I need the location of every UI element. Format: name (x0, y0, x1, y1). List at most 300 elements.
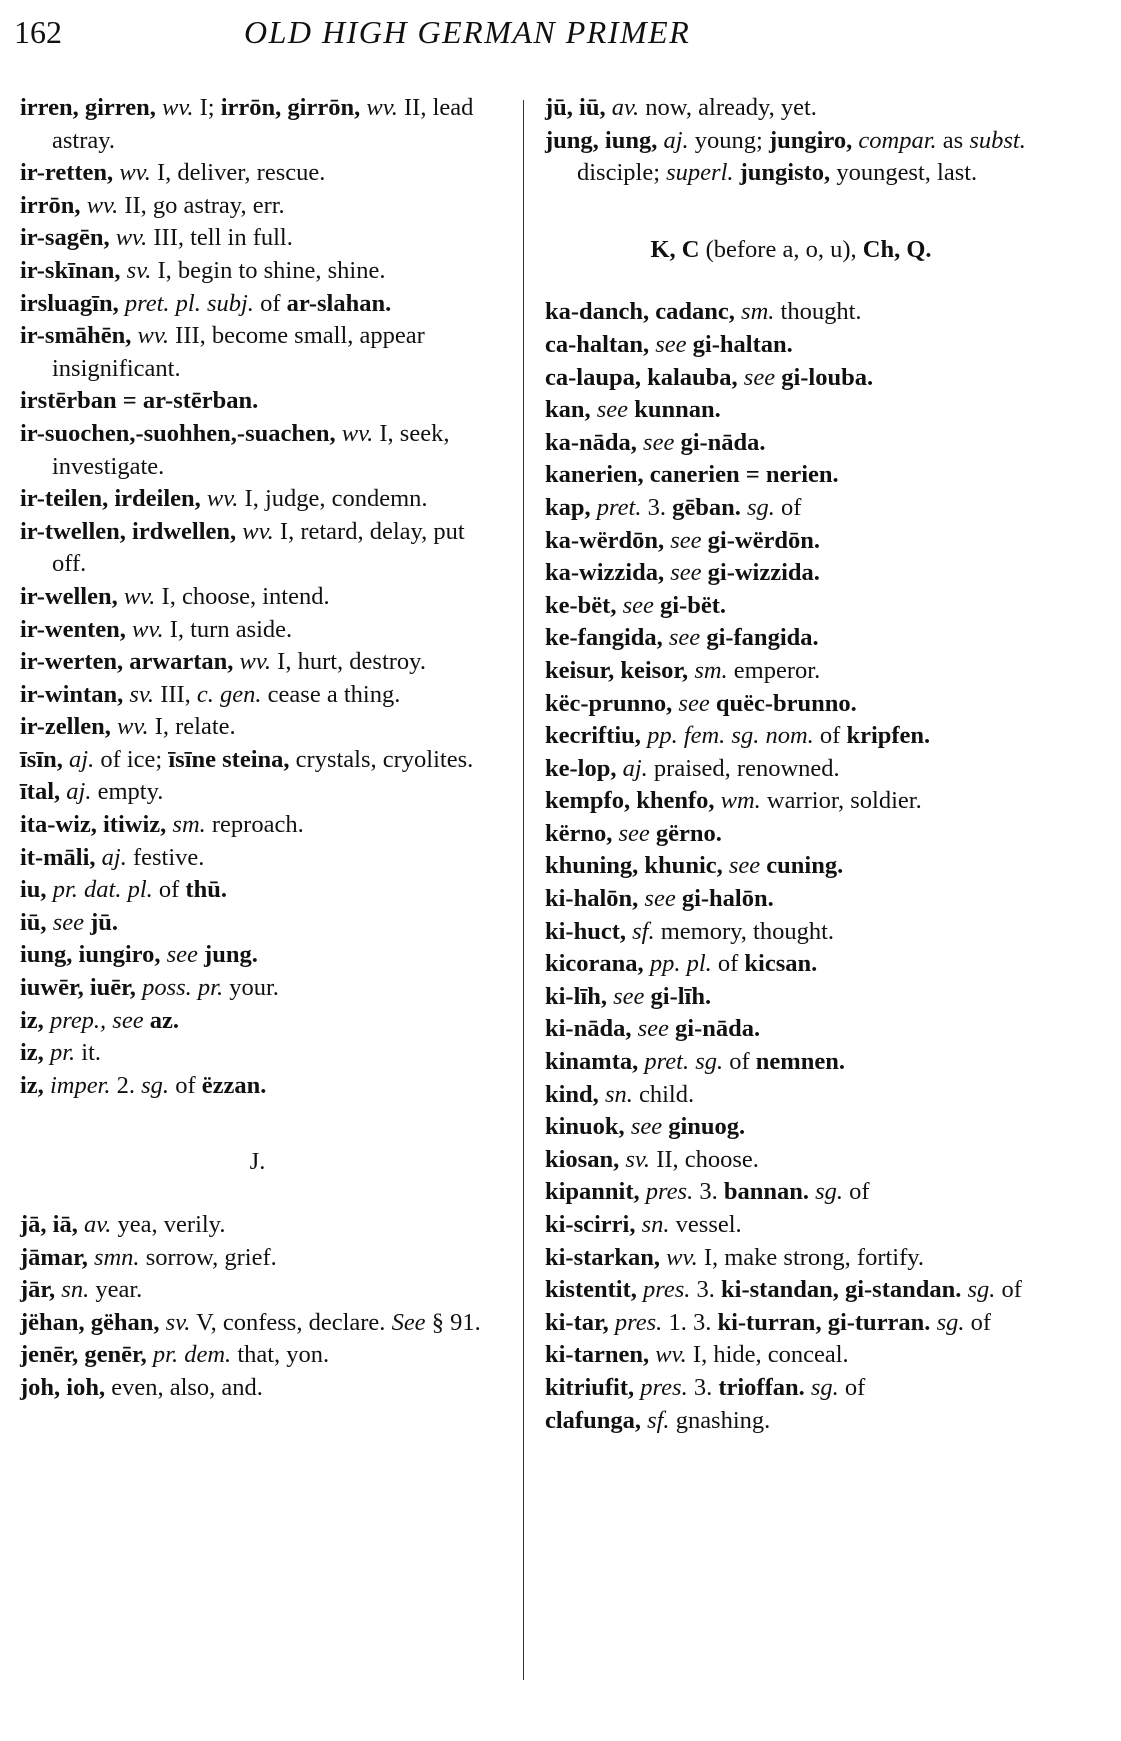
definition: of (849, 1178, 870, 1206)
dictionary-entry (20, 516, 495, 581)
headword: ka-danch, cadanc, (545, 298, 735, 326)
grammar-label: see (655, 330, 687, 358)
grammar-label: pret. (596, 493, 642, 521)
definition: I, seek, investigate. (52, 419, 450, 480)
grammar-label: see (166, 941, 198, 969)
grammar-label: sm. (172, 811, 206, 839)
headword: kipannit, (545, 1178, 640, 1206)
grammar-label: pr. dat. pl. (52, 876, 153, 904)
headword: kiosan, (545, 1145, 620, 1173)
grammar-label: wv. (137, 322, 170, 350)
definition: memory, thought. (660, 917, 835, 945)
headword: gi-haltan. (692, 330, 793, 358)
grammar-label: aj. (66, 778, 92, 806)
definition: I, begin to shine, shine. (157, 256, 386, 284)
definition: I, make strong, fortify. (703, 1243, 925, 1271)
headword: ir-suochen,-suohhen,-suachen, (20, 419, 336, 447)
headword: ka-wërdōn, (545, 526, 665, 554)
grammar-label: pret. sg. (644, 1048, 724, 1076)
dictionary-entry (545, 818, 1037, 851)
left-column (20, 92, 495, 1405)
headword: gi-wizzida. (707, 559, 820, 587)
grammar-label: See (391, 1308, 426, 1336)
headword: ita-wiz, itiwiz, (20, 811, 167, 839)
dictionary-entry (20, 907, 495, 940)
dictionary-entry (545, 981, 1037, 1014)
headword: ca-laupa, kalauba, (545, 363, 738, 391)
grammar-label: see (644, 885, 676, 913)
definition: year. (95, 1276, 143, 1304)
headword: īsīne steina, (168, 745, 290, 773)
dictionary-entry (545, 1372, 1037, 1405)
headword: quëc-brunno. (715, 689, 857, 717)
headword: jāmar, (20, 1243, 88, 1271)
headword: jung. (204, 941, 258, 969)
dictionary-entry (20, 190, 495, 223)
headword: irrōn, girrōn, (220, 94, 361, 121)
headword: Ch, Q. (862, 235, 932, 263)
dictionary-entry (545, 92, 1037, 125)
definition: child. (638, 1080, 695, 1108)
grammar-label: sm. (694, 656, 728, 684)
headword: ke-fangida, (545, 624, 663, 652)
right-column (545, 92, 1037, 1437)
definition: I; (199, 94, 215, 121)
headword: ke-bët, (545, 591, 617, 619)
headword: ki-tar, (545, 1308, 609, 1336)
dictionary-entry (545, 622, 1037, 655)
definition: II, go astray, err. (124, 191, 285, 219)
headword: kicsan. (744, 950, 818, 978)
definition: I, hide, conceal. (692, 1341, 849, 1369)
headword: ki-nāda, (545, 1015, 632, 1043)
definition: vessel. (675, 1211, 742, 1238)
dictionary-entry (20, 418, 495, 483)
headword: ki-halōn, (545, 885, 639, 913)
dictionary-entry (20, 972, 495, 1005)
grammar-label: superl. (666, 159, 734, 187)
definition: empty. (97, 778, 164, 806)
grammar-label: smn. (93, 1243, 140, 1271)
grammar-label: pres. (614, 1308, 663, 1336)
dictionary-entry (20, 874, 495, 907)
grammar-label: subst. (969, 126, 1026, 154)
definition: 3. (696, 1276, 715, 1304)
headword: ca-haltan, (545, 330, 650, 358)
definition: I, relate. (154, 713, 236, 741)
grammar-label: pret. pl. subj. (124, 289, 254, 317)
headword: ki-standan, gi-standan. (721, 1276, 962, 1304)
headword: ir-twellen, irdwellen, (20, 517, 237, 545)
grammar-label: pres. (645, 1178, 694, 1206)
grammar-label: sf. (647, 1406, 670, 1434)
grammar-label: pres. (640, 1373, 688, 1401)
dictionary-entry (20, 255, 495, 288)
dictionary-entry (20, 157, 495, 190)
headword: iz, (20, 1039, 44, 1067)
headword: ar-slahan. (286, 289, 392, 317)
dictionary-entry (545, 329, 1037, 362)
dictionary-entry (20, 1005, 495, 1038)
definition: of (844, 1373, 866, 1401)
definition: disciple; (577, 159, 661, 187)
dictionary-entry (545, 459, 1037, 492)
dictionary-entry (20, 711, 495, 744)
headword: kicorana, (545, 950, 644, 978)
dictionary-entry (20, 1242, 495, 1275)
headword: ir-retten, (20, 159, 114, 187)
dictionary-entry (20, 581, 495, 614)
grammar-label: sf. (632, 917, 655, 945)
definition: warrior, soldier. (766, 787, 922, 815)
dictionary-entry (545, 753, 1037, 786)
definition: I, choose, intend. (161, 582, 330, 610)
headword: it-māli, (20, 843, 96, 871)
grammar-label: see (670, 526, 702, 554)
headword: irsluagīn, (20, 289, 119, 317)
dictionary-entry (545, 1242, 1037, 1275)
definition: that, yon. (237, 1341, 330, 1369)
definition: (before a, o, u), (705, 235, 857, 263)
grammar-label: wv. (239, 648, 272, 676)
definition: reproach. (211, 811, 304, 839)
headword: jung, iung, (545, 126, 658, 154)
headword: ki-starkan, (545, 1243, 661, 1271)
grammar-label: sm. (741, 298, 775, 326)
section-heading (545, 234, 1037, 267)
headword: jëhan, gëhan, (20, 1308, 160, 1336)
dictionary-entry (545, 1111, 1037, 1144)
headword: kripfen. (846, 722, 931, 750)
definition: youngest, last. (836, 159, 978, 187)
dictionary-entry (545, 296, 1037, 329)
headword: gēban. (672, 493, 741, 521)
section-letter: J. (249, 1148, 266, 1176)
definition: 3. (699, 1178, 718, 1206)
dictionary-entry (545, 720, 1037, 753)
definition: I, judge, condemn. (244, 485, 428, 513)
grammar-label: pr. (49, 1039, 76, 1067)
headword: kistentit, (545, 1276, 637, 1304)
grammar-label: pres. (643, 1276, 691, 1304)
grammar-label: prep., see (49, 1006, 144, 1034)
column-divider (523, 100, 524, 1680)
headword: jenēr, genēr, (20, 1341, 147, 1369)
definition: II, lead astray. (52, 94, 474, 154)
headword: ir-wenten, (20, 615, 126, 643)
grammar-label: wv. (341, 419, 374, 447)
definition: sorrow, grief. (145, 1243, 277, 1271)
dictionary-entry (20, 1372, 495, 1405)
headword: këc-prunno, (545, 689, 673, 717)
headword: jār, (20, 1276, 56, 1304)
dictionary-entry (20, 1070, 495, 1103)
dictionary-entry (20, 1307, 495, 1340)
headword: gi-wërdōn. (707, 526, 820, 554)
section-spacer (20, 1102, 495, 1146)
dictionary-entry (20, 1037, 495, 1070)
headword: kecriftiu, (545, 722, 641, 750)
dictionary-entry (20, 614, 495, 647)
headword: ka-nāda, (545, 428, 637, 456)
grammar-label: sg. (746, 493, 775, 521)
definition: of (260, 289, 281, 317)
definition: gnashing. (675, 1406, 771, 1434)
dictionary-entry (545, 1046, 1037, 1079)
definition: praised, renowned. (653, 754, 840, 782)
definition: of (781, 493, 802, 521)
definition: III, tell in full. (153, 224, 293, 252)
headword: irren, girren, (20, 94, 156, 121)
grammar-label: wv. (206, 485, 239, 513)
dictionary-entry (20, 679, 495, 712)
headword: gi-halōn. (681, 885, 774, 913)
definition: 2. (116, 1071, 136, 1099)
grammar-label: wv. (366, 94, 398, 121)
grammar-label: wv. (123, 582, 156, 610)
page-header (14, 14, 1104, 54)
headword: gi-nāda. (675, 1015, 761, 1043)
grammar-label: see (728, 852, 761, 880)
dictionary-entry (545, 1013, 1037, 1046)
dictionary-entry (20, 776, 495, 809)
headword: thū. (185, 876, 227, 904)
headword: īsīn, (20, 745, 63, 773)
grammar-label: sn. (641, 1211, 670, 1238)
definition: thought. (780, 298, 862, 326)
headword: gërno. (655, 819, 722, 847)
dictionary-entry (545, 1274, 1037, 1307)
grammar-label: see (643, 428, 675, 456)
headword: irstērban = ar-stērban. (20, 387, 259, 415)
headword: clafunga, (545, 1406, 641, 1434)
headword: kanerien, canerien = nerien. (545, 461, 839, 489)
headword: ir-wellen, (20, 582, 118, 610)
dictionary-entry (20, 92, 495, 157)
dictionary-entry (545, 492, 1037, 525)
headword: kan, (545, 396, 591, 424)
dictionary-entry (545, 427, 1037, 460)
dictionary-entry (20, 320, 495, 385)
grammar-label: wv. (117, 713, 149, 741)
definition: I, deliver, rescue. (156, 159, 326, 187)
definition: of (175, 1071, 196, 1099)
definition: of (717, 950, 739, 978)
grammar-label: sv. (126, 256, 152, 284)
section-spacer (545, 266, 1037, 296)
section-spacer (545, 190, 1037, 234)
definition: 3. (647, 493, 666, 521)
headword: ëzzan. (201, 1071, 267, 1099)
headword: gi-fangida. (706, 624, 819, 652)
grammar-label: wv. (119, 159, 151, 187)
dictionary-entry (545, 557, 1037, 590)
dictionary-entry (20, 744, 495, 777)
headword: gi-bët. (660, 591, 726, 619)
dictionary-entry (20, 646, 495, 679)
dictionary-entry (545, 362, 1037, 395)
dictionary-entry (20, 483, 495, 516)
dictionary-entry (20, 809, 495, 842)
grammar-label: see (622, 591, 654, 619)
headword: ki-tarnen, (545, 1341, 650, 1369)
grammar-label: aj. (663, 126, 689, 154)
definition: of (158, 876, 180, 904)
dictionary-entry (20, 1339, 495, 1372)
grammar-label: sv. (165, 1308, 191, 1336)
dictionary-entry (20, 222, 495, 255)
grammar-label: see (618, 819, 650, 847)
headword: ginuog. (668, 1113, 746, 1141)
dictionary-entry (20, 842, 495, 875)
dictionary-entry (545, 1144, 1037, 1177)
dictionary-entry (545, 1405, 1037, 1438)
grammar-label: see (678, 689, 710, 717)
headword: iuwēr, iuēr, (20, 974, 136, 1002)
dictionary-entry (545, 125, 1037, 190)
definition: festive. (132, 843, 205, 871)
headword: bannan. (723, 1178, 809, 1206)
headword: iū, (20, 908, 47, 936)
definition: I, turn aside. (169, 615, 293, 643)
headword: ka-wizzida, (545, 559, 665, 587)
headword: gi-nāda. (680, 428, 766, 456)
definition: even, also, and. (111, 1373, 263, 1401)
dictionary-entry (545, 688, 1037, 721)
grammar-label: aj. (69, 745, 95, 773)
headword: gi-louba. (781, 363, 874, 391)
headword: jungisto, (739, 159, 831, 187)
headword: keisur, keisor, (545, 656, 689, 684)
grammar-label: wv. (666, 1243, 698, 1271)
definition: cease a thing. (267, 680, 401, 708)
dictionary-entry (20, 939, 495, 972)
grammar-label: wv. (115, 224, 148, 252)
headword: jungiro, (768, 126, 853, 154)
grammar-label: wv. (161, 94, 194, 121)
headword: ītal, (20, 778, 61, 806)
dictionary-entry (545, 1079, 1037, 1112)
definition: of ice; (100, 745, 163, 773)
dictionary-entry (545, 590, 1037, 623)
dictionary-entry (545, 883, 1037, 916)
headword: jū, iū, (545, 94, 606, 121)
headword: ki-līh, (545, 982, 607, 1010)
grammar-label: aj. (101, 843, 127, 871)
headword: kind, (545, 1080, 599, 1108)
dictionary-entry (545, 525, 1037, 558)
headword: ir-smāhēn, (20, 322, 132, 350)
grammar-label: sg. (141, 1071, 170, 1099)
headword: ir-skīnan, (20, 256, 121, 284)
headword: ki-scirri, (545, 1211, 636, 1238)
definition: yea, verily. (117, 1211, 226, 1238)
grammar-label: sn. (604, 1080, 633, 1108)
grammar-label: av. (611, 94, 640, 121)
grammar-label: sv. (129, 680, 155, 708)
dictionary-entry (545, 1339, 1037, 1372)
definition: now, already, yet. (645, 94, 817, 121)
headword: cuning. (766, 852, 844, 880)
definition: 3. (693, 1373, 713, 1401)
section-spacer (20, 1179, 495, 1209)
grammar-label: see (637, 1015, 669, 1043)
grammar-label: compar. (858, 126, 937, 154)
definition: I, retard, delay, put off. (52, 517, 465, 578)
grammar-label: see (613, 982, 645, 1010)
headword: kempfo, khenfo, (545, 787, 715, 815)
headword: az. (149, 1006, 179, 1034)
grammar-label: see (670, 559, 702, 587)
headword: trioffan. (718, 1373, 805, 1401)
definition: III, become small, appear insignificant. (52, 322, 425, 382)
definition: § 91. (431, 1308, 481, 1336)
grammar-label: sg. (936, 1308, 965, 1336)
definition: of (729, 1048, 750, 1076)
page-number: 162 (14, 14, 62, 50)
grammar-label: av. (83, 1211, 112, 1238)
dictionary-entry (545, 948, 1037, 981)
grammar-label: pp. pl. (649, 950, 712, 978)
grammar-label: pr. dem. (152, 1341, 232, 1369)
headword: kinamta, (545, 1048, 639, 1076)
definition: I, hurt, destroy. (277, 648, 426, 676)
dictionary-entry (545, 1209, 1037, 1242)
headword: iz, (20, 1006, 44, 1034)
headword: khuning, khunic, (545, 852, 723, 880)
dictionary-entry (20, 1209, 495, 1242)
headword: joh, ioh, (20, 1373, 106, 1401)
definition: your. (229, 974, 279, 1002)
headword: K, C (650, 235, 700, 263)
dictionary-entry (20, 1274, 495, 1307)
grammar-label: see (668, 624, 701, 652)
headword: ki-turran, gi-turran. (717, 1308, 931, 1336)
headword: gi-līh. (650, 982, 712, 1010)
grammar-label: see (630, 1113, 663, 1141)
headword: kitriufit, (545, 1373, 635, 1401)
definition: young; (694, 126, 763, 154)
headword: ke-lop, (545, 754, 617, 782)
headword: kërno, (545, 819, 613, 847)
headword: jū. (90, 908, 119, 936)
grammar-label: poss. pr. (142, 974, 224, 1002)
grammar-label: sg. (815, 1178, 844, 1206)
grammar-label: imper. (49, 1071, 111, 1099)
grammar-label: wm. (720, 787, 761, 815)
definition: V, confess, declare. (196, 1308, 386, 1336)
grammar-label: sg. (810, 1373, 839, 1401)
grammar-label: wv. (86, 191, 119, 219)
definition: as (942, 126, 964, 154)
headword: ir-werten, arwartan, (20, 648, 234, 676)
headword: iz, (20, 1071, 44, 1099)
dictionary-entry (545, 655, 1037, 688)
headword: ki-huct, (545, 917, 627, 945)
grammar-label: sv. (625, 1145, 651, 1173)
grammar-label: see (743, 363, 776, 391)
definition: 1. 3. (668, 1308, 712, 1336)
grammar-label: sg. (967, 1276, 996, 1304)
definition: II, choose. (656, 1145, 759, 1173)
definition: III, (160, 680, 191, 708)
dictionary-entry (20, 385, 495, 418)
headword: nemnen. (755, 1048, 845, 1076)
dictionary-entry (20, 288, 495, 321)
section-heading (20, 1146, 495, 1179)
definition: it. (81, 1039, 102, 1067)
grammar-label: see (52, 908, 84, 936)
